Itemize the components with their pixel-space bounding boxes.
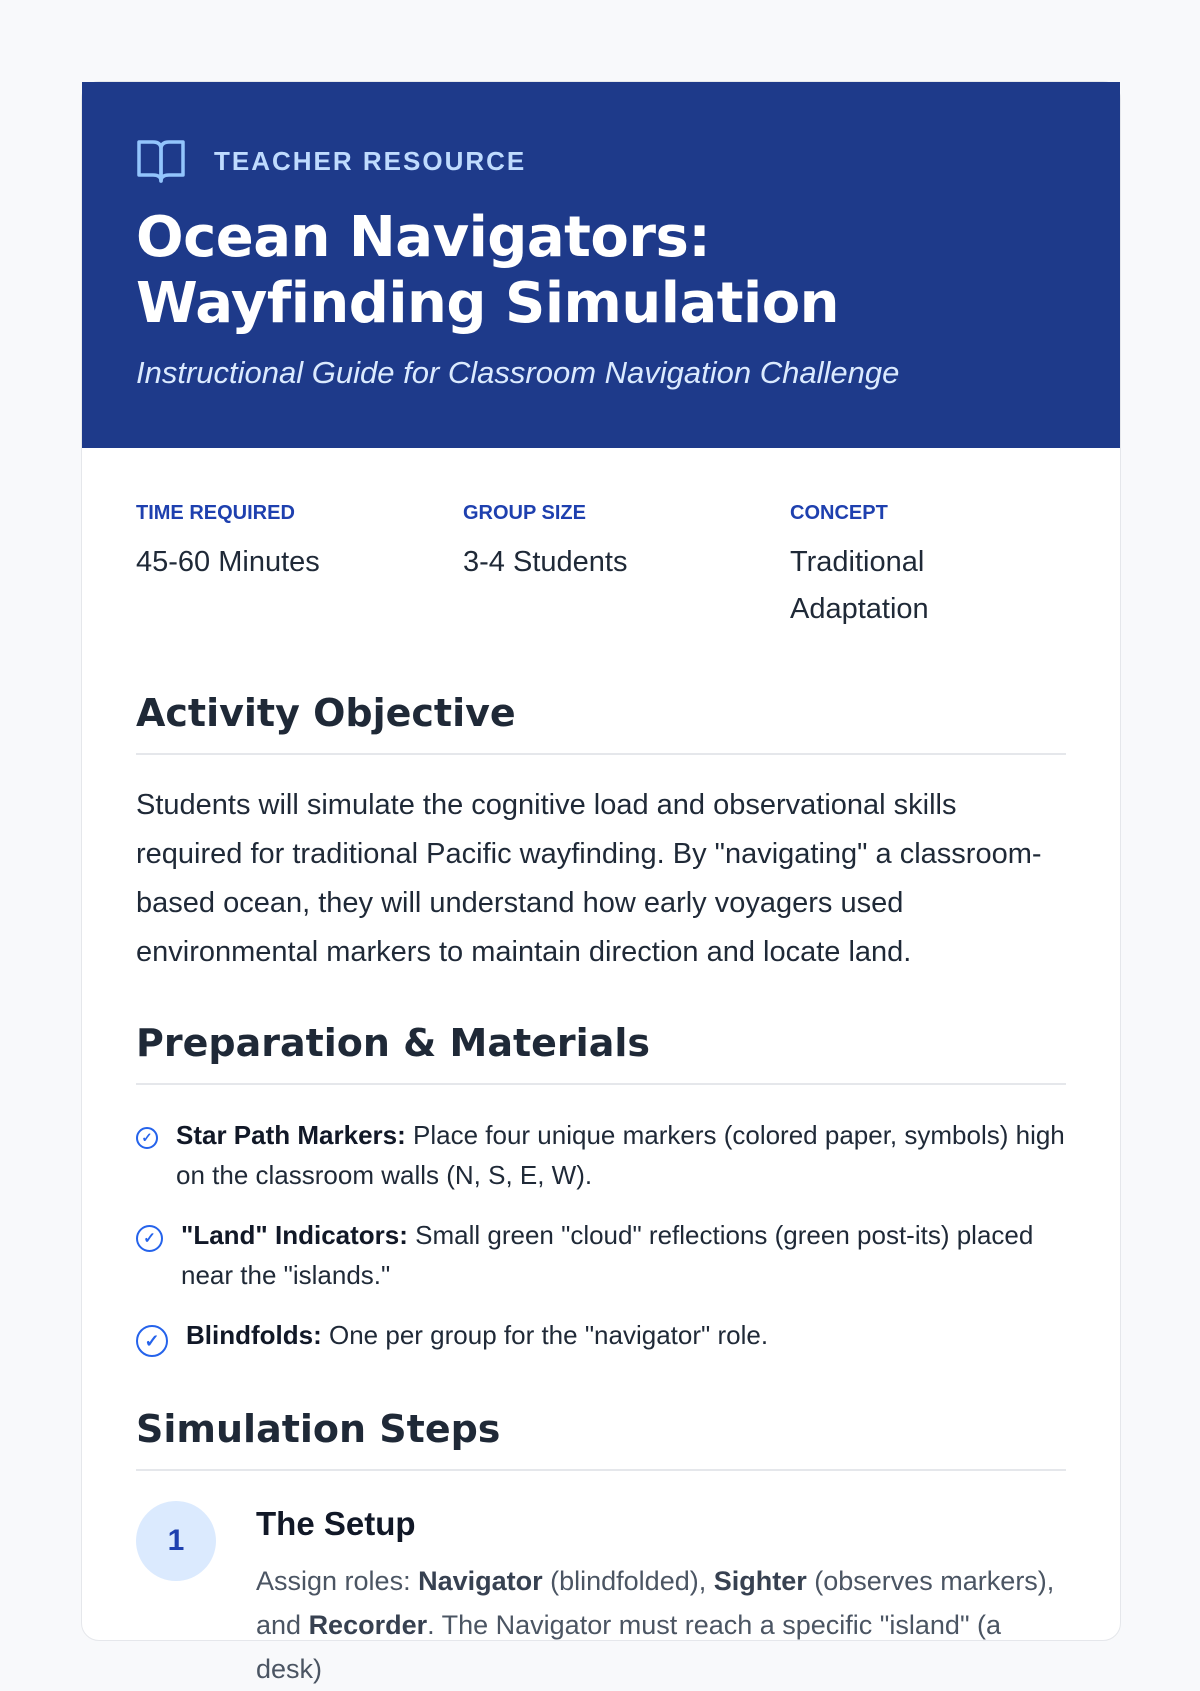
step-body xyxy=(256,1559,1066,1691)
material-text xyxy=(176,1115,1066,1195)
page-subtitle: Instructional Guide for Classroom Navigation Challenge xyxy=(136,355,900,390)
main-content xyxy=(82,448,1120,1691)
check-circle-icon: ✓ xyxy=(136,1127,158,1149)
role-recorder: Recorder xyxy=(308,1610,428,1640)
page-title xyxy=(136,205,1066,337)
step-text: (blindfolded), xyxy=(542,1566,714,1596)
step-text: (observes markers), xyxy=(806,1566,1055,1596)
step-number-badge: 1 xyxy=(136,1501,216,1581)
meta-group-size xyxy=(463,502,790,633)
material-text xyxy=(181,1215,1066,1295)
material-desc: Place four unique markers (colored paper, symbols) high on the classroom walls (N, S, E, W). xyxy=(176,1120,1065,1190)
material-title: Blindfolds: xyxy=(186,1320,322,1350)
resource-card xyxy=(81,81,1121,1684)
step-text: Assign roles: xyxy=(256,1566,419,1596)
meta-label: GROUP SIZE xyxy=(463,502,586,524)
header-banner xyxy=(82,82,1120,448)
material-title: Star Path Markers: xyxy=(176,1120,406,1150)
material-text xyxy=(186,1315,768,1357)
material-desc: Small green "cloud" reflections (green post-its) placed near the "islands." xyxy=(181,1220,1034,1290)
eyebrow xyxy=(136,137,1066,185)
list-item xyxy=(136,1315,1066,1357)
role-sighter: Sighter xyxy=(713,1566,807,1596)
meta-time xyxy=(136,502,463,633)
meta-value: 3-4 Students xyxy=(463,546,628,578)
material-title: "Land" Indicators: xyxy=(181,1220,408,1250)
meta-concept xyxy=(790,502,990,633)
check-circle-icon: ✓ xyxy=(136,1225,163,1252)
meta-value: 45-60 Minutes xyxy=(136,546,320,578)
role-navigator: Navigator xyxy=(418,1566,543,1596)
meta-label: TIME REQUIRED xyxy=(136,502,295,524)
step-text: and xyxy=(256,1610,309,1640)
step-content xyxy=(256,1501,1066,1691)
open-book-icon xyxy=(136,137,186,185)
step-title: The Setup xyxy=(256,1505,416,1542)
title-line-1: Ocean Navigators: xyxy=(136,205,711,270)
objective-heading: Activity Objective xyxy=(136,691,1066,755)
material-desc: One per group for the "navigator" role. xyxy=(329,1320,769,1350)
objective-text: Students will simulate the cognitive load and observational skills required for traditional Pacific wayfinding. By "navigating" a classroom-based ocean, they will understand how early voyagers used environmental markers to maintain direction and locate land. xyxy=(136,789,1042,968)
step-item xyxy=(136,1501,1066,1691)
steps-heading: Simulation Steps xyxy=(136,1407,1066,1471)
meta-label: CONCEPT xyxy=(790,502,888,524)
title-line-2: Wayfinding Simulation xyxy=(136,271,840,336)
meta-value: Traditional Adaptation xyxy=(790,546,929,625)
materials-list xyxy=(136,1115,1066,1357)
materials-heading: Preparation & Materials xyxy=(136,1021,1066,1085)
eyebrow-label: TEACHER RESOURCE xyxy=(214,145,527,176)
meta-row xyxy=(136,502,1066,633)
list-item xyxy=(136,1215,1066,1295)
check-circle-icon: ✓ xyxy=(136,1325,168,1357)
list-item xyxy=(136,1115,1066,1195)
step-text: . The Navigator must reach a specific "island" (a desk) xyxy=(256,1610,1002,1684)
